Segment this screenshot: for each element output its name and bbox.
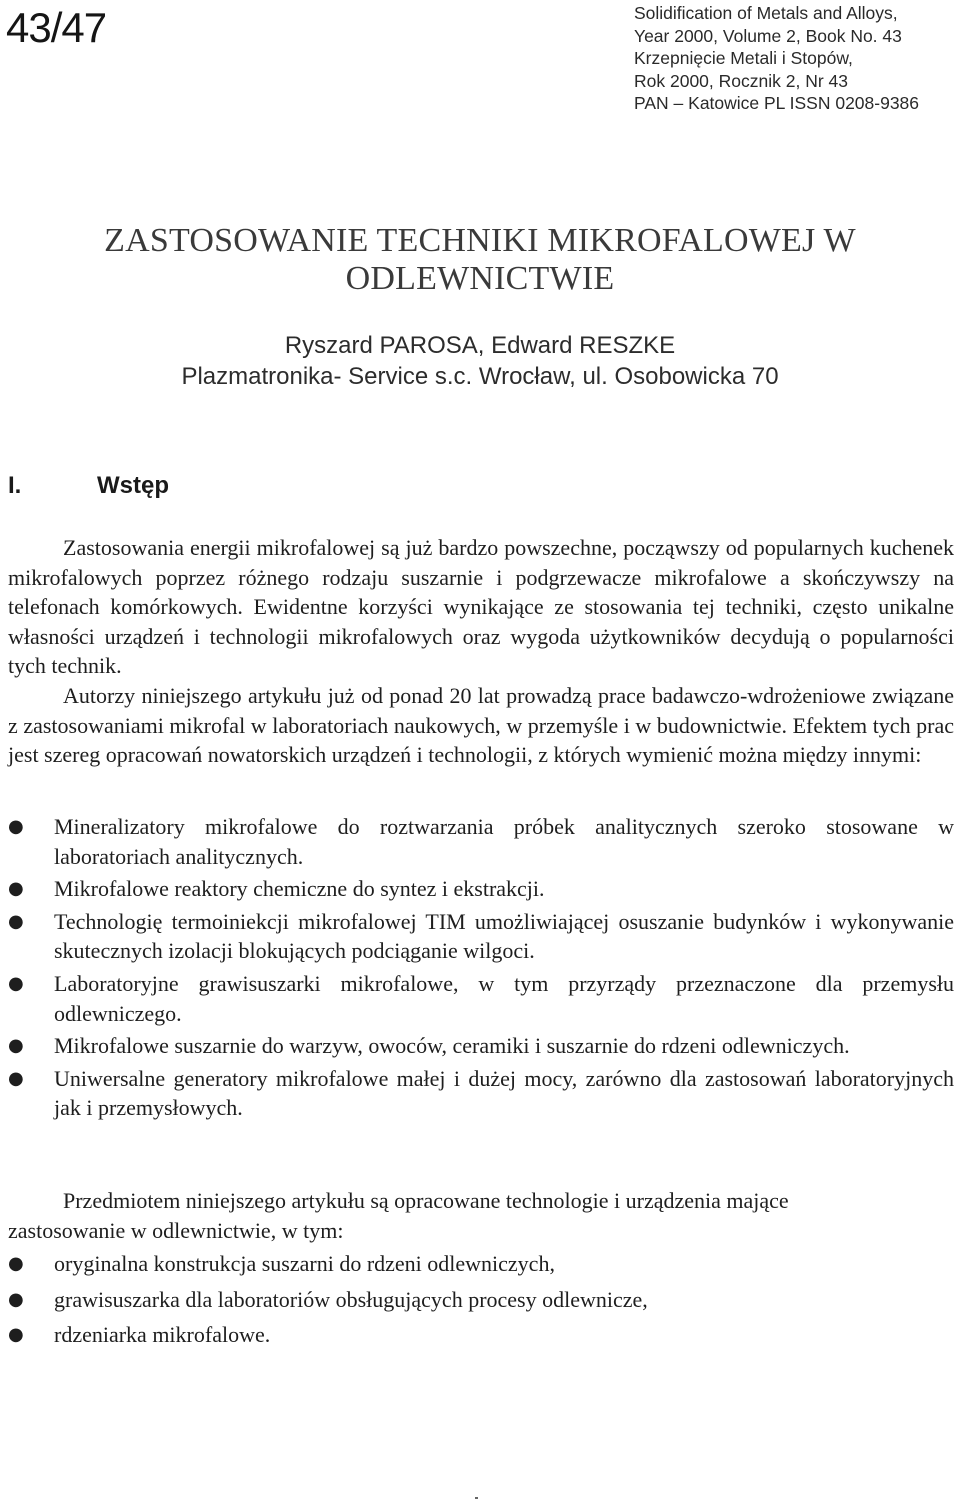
list-item-text: oryginalna konstrukcja suszarni do rdzeni odlewniczych, [54, 1251, 555, 1276]
list-item-text: Laboratoryjne grawisuszarki mikrofalowe, w tym przyrządy przeznaczone dla przemysłu odlewniczego. [54, 970, 954, 1026]
section-number: I. [8, 472, 22, 499]
bullet-list [8, 1249, 954, 1356]
section-title: Wstęp [97, 472, 169, 499]
title-line: ODLEWNICTWIE [345, 260, 615, 297]
section-heading [8, 472, 169, 500]
list-item [8, 1249, 954, 1279]
affiliation: Plazmatronika- Service s.c. Wrocław, ul. Osobowicka 70 [181, 363, 779, 390]
bullet-icon: ● [8, 1035, 24, 1057]
scope-paragraph [8, 1186, 954, 1245]
bullet-icon: ● [8, 816, 24, 837]
paragraph: Autorzy niniejszego artykułu już od ponad 20 lat prowadzą prace badawczo-wdrożeniowe związane z zastosowaniami mikrofal w laboratoriach naukowych, w przemyśle i w budownictwie. Efektem tych prac jest szereg opracowań nowatorskich urządzeń i technologii, z których wymienić można między innymi: [8, 682, 954, 768]
list-item [8, 1031, 954, 1061]
list-item [8, 907, 954, 966]
paragraph-continuation: zastosowanie w odlewnictwie, w tym: [8, 1217, 344, 1243]
list-item-text: rdzeniarka mikrofalowe. [54, 1322, 271, 1348]
list-item [8, 812, 954, 871]
title-line: ZASTOSOWANIE TECHNIKI MIKROFALOWEJ W [104, 222, 856, 259]
list-item [8, 874, 954, 904]
bullet-icon: ● [8, 1067, 24, 1089]
list-item-text: grawisuszarka dla laboratoriów obsługujących procesy odlewnicze, [54, 1286, 648, 1312]
list-item-text: Uniwersalne generatory mikrofalowe małej i dużej mocy, zarówno dla zastosowań laboratoryjnych jak i przemysłowych. [54, 1065, 954, 1121]
list-item [8, 1320, 954, 1350]
bullet-icon: ● [8, 1324, 24, 1346]
list-item [8, 1285, 954, 1315]
list-item-text: Technologię termoiniekcji mikrofalowej TIM umożliwiającej osuszanie budynków i wykonywanie skutecznych izolacji blokujących podciąganie wilgoci. [54, 908, 954, 964]
bullet-icon: ● [8, 1288, 24, 1310]
journal-line: Rok 2000, Rocznik 2, Nr 43 [634, 70, 848, 91]
bullet-icon: ● [8, 910, 24, 932]
paragraph: Zastosowania energii mikrofalowej są już bardzo powszechne, począwszy od popularnych kuchenek mikrofalowych poprzez różnego rodzaju suszarnie i podgrzewacze mikrofalowe a skończywszy na telefonach komórkowych. Ewidentne korzyści wynikające ze stosowania tej techniki, często unikalne własności urządzeń i technologii mikrofalowych oraz wygoda użytkowników decydują o popularności tych technik. [8, 535, 954, 679]
list-item-text: Mineralizatory mikrofalowe do roztwarzania próbek analitycznych szeroko stosowane w laboratoriach analitycznych. [54, 814, 954, 869]
journal-line: Year 2000, Volume 2, Book No. 43 [634, 25, 902, 46]
issue-number: 43/47 [6, 4, 107, 51]
paragraph: Przedmiotem niniejszego artykułu są opracowane technologie i urządzenia mające [63, 1188, 789, 1213]
intro-paragraphs [8, 533, 954, 770]
bullet-list [8, 812, 954, 1126]
journal-line: Solidification of Metals and Alloys, [634, 3, 898, 23]
scan-speck [475, 1497, 478, 1499]
journal-line: Krzepnięcie Metali i Stopów, [634, 48, 853, 68]
article-title [0, 222, 960, 298]
list-item [8, 969, 954, 1028]
list-item-text: Mikrofalowe suszarnie do warzyw, owoców, ceramiki i suszarnie do rdzeni odlewniczych. [54, 1033, 850, 1059]
authors: Ryszard PAROSA, Edward RESZKE [284, 332, 676, 359]
bullet-icon: ● [8, 972, 24, 994]
list-item-text: Mikrofalowe reaktory chemiczne do syntez i ekstrakcji. [54, 876, 545, 902]
journal-line: PAN – Katowice PL ISSN 0208-9386 [634, 93, 920, 113]
list-item [8, 1064, 954, 1123]
bullet-icon: ● [8, 878, 24, 900]
bullet-icon: ● [8, 1253, 24, 1274]
journal-info [634, 2, 954, 115]
